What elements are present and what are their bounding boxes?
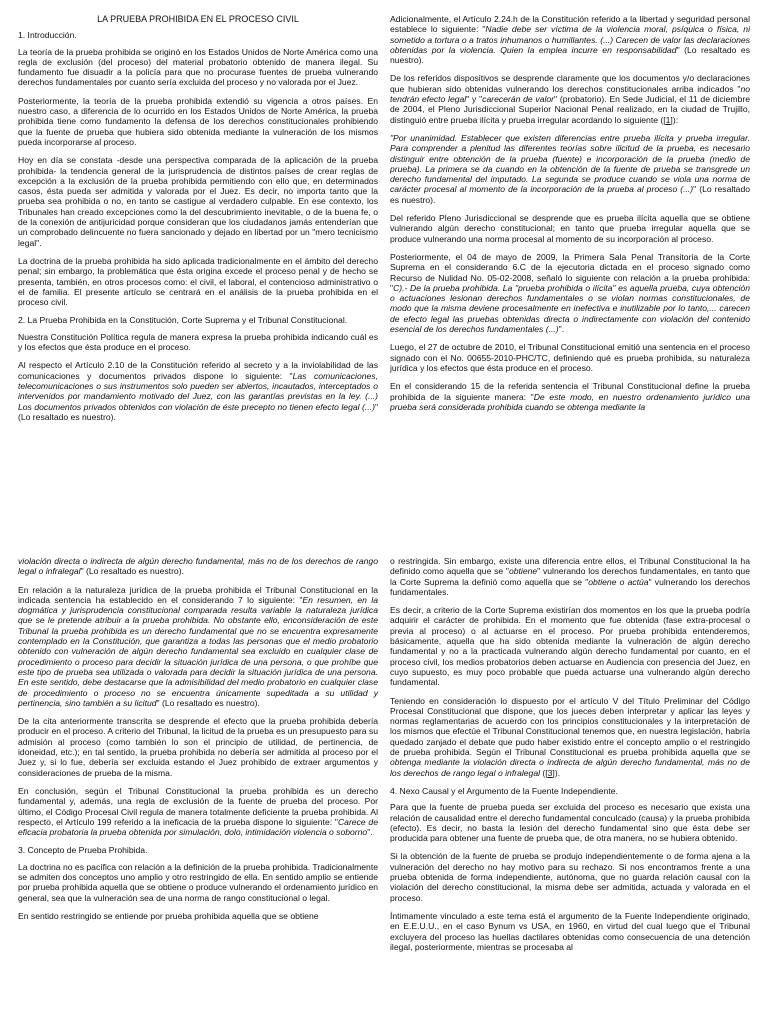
section-heading: 2. La Prueba Prohibida en la Constitución, Corte Suprema y el Tribunal Constitucional. — [18, 315, 348, 326]
text-run: De los referidos dispositivos se desprende claramente que los documentos y/o declaraciones que hubieran sido obtenidas vulnerando los derechos constitucionales arriba indicados " — [390, 73, 750, 94]
paragraph — [18, 155, 378, 248]
text-run: " vulnerando los derechos fundamentales. — [390, 576, 750, 597]
paragraph — [18, 332, 378, 353]
text-run: " (Lo resaltado es nuestro). — [390, 44, 750, 66]
text-run: obtiene — [508, 566, 538, 577]
text-run: Adicionalmente, el Artículo 2.24.h de la Constitución referido a la libertad y seguridad personal establece lo siguiente: " — [390, 14, 750, 35]
text-run: o restringida. Sin embargo, existe una diferencia entre ellos, el Tribunal Constitucional la ha definido como aquella que se " — [390, 556, 750, 577]
page-top-right-column — [390, 14, 750, 420]
text-run: " (Lo resaltado es nuestro). — [80, 566, 184, 577]
text-run: obtiene o actúa — [588, 576, 649, 587]
text-run: no tendrán efecto legal — [390, 83, 750, 105]
text-run: ). — [554, 767, 561, 778]
text-run: carecerán de valor — [482, 94, 555, 105]
text-run: Es decir, a criterio de la Corte Suprema existirían dos momentos en los que la prueba podría adquirir el carácter de prohibida. En el momento que fue obtenida (fase extra-procesal o previa al proceso) o al actuarse en el proceso. Por prueba prohibida entenderemos, básicamente, aquella que ha sido obtenida mediante la vulneración de algún derecho fundamental y no a la practicada vulnerando algún derecho fundamental por cuanto, en el proceso civil, los medios probatorios deben actuarse en Audiencia con presencia del Juez, en cuyo supuesto, es muy poco probable que pueda actuarse una vulnerando algún derecho fundamental. — [390, 605, 750, 688]
text-run: " y " — [466, 94, 483, 105]
paragraph — [390, 342, 750, 373]
paragraph — [18, 556, 378, 577]
footnote-link[interactable]: [3] — [545, 767, 555, 778]
paragraph — [390, 73, 750, 124]
paragraph — [390, 213, 750, 244]
text-run: ( — [540, 767, 546, 778]
paragraph — [390, 133, 750, 205]
paragraph — [390, 802, 750, 843]
text-run: En resumen, en la dogmática y jurisprudencia constitucional comparada resulta variable la naturaleza jurídica que se le pretende atribuir a la prueba prohibida. No obstante ello, enconsideración de este Tribunal la prueba prohibida es un derecho fundamental que no se encuentra expresamente contemplado en la Constitución, que garantiza a todas las personas que el medio probatorio obtenido con vulneración de algún derecho fundamental sea excluido en cualquier clase de procedimiento o proceso para decidir la situación jurídica de una persona, o que prohíbe que este tipo de prueba sea utilizada o valorada para decidir la situación jurídica de una persona. En este sentido, debe destacarse que la admisibilidad del medio probatorio en cualquier clase de procedimiento o proceso no se encuentra únicamente supeditada a su utilidad y pertinencia, sino también a su licitud — [18, 594, 378, 708]
text-run: " (Lo resaltado es nuestro). — [390, 184, 750, 205]
paragraph — [390, 605, 750, 687]
text-run: La doctrina de la prueba prohibida ha sido aplicada tradicionalmente en el ámbito del derecho penal; sin embargo, la problemática que ésta origina excede el proceso penal y de hecho se presenta, también, en otros procesos como: el civil, el laboral, el contencioso administrativo o el de familia. El presente artículo se centrará en el análisis de la prueba prohibida en el proceso civil. — [18, 255, 378, 308]
text-run: En relación a la naturaleza jurídica de la prueba prohibida el Tribunal Constitucional en la indicada sentencia ha establecido en el considerando 7 lo siguiente: " — [18, 584, 378, 605]
text-run: "Por unanimidad. Establecer que existen diferencias entre prueba ilícita y prueba irregular. Para comprender a plenitud las diferentes teorías sobre ilicitud de la prueba, es necesario distinguir entre obtención de la prueba (fuente) e incorporación de la prueba (medio de prueba). La primera se da cuando en la obtención de la fuente de prueba se transgrede un derecho fundamental del imputado. La segunda se produce cuando se viola una norma de carácter procesal al momento de la incorporación de la prueba al proceso (...) — [390, 132, 750, 195]
text-run: " (Lo resaltado es nuestro). — [156, 697, 260, 708]
paragraph — [390, 381, 750, 412]
paragraph — [18, 786, 378, 837]
text-run: Hoy en día se constata -desde una perspectiva comparada de la aplicación de la prueba prohibida- la tendencia general de la jurisprudencia de distintos países de crear reglas de excepción a la exclusión de la prueba prohibida permitiendo con ello que, en determinados casos, ésta pueda ser admitida y valorada por el Juez. Es decir, no importa tanto que la prueba sea prohibida o no, en tanto se castigue al verdadero culpable. En ese contexto, los Tribunales han creado excepciones como la del descubrimiento inevitable, o de la buena fe, o de la conexión de antijuricidad porque consideran que los ciudadanos jamás entenderían que un comprobado delincuente no fuera sancionado y dejado en libertad por un "mero tecnicismo legal". — [18, 155, 378, 248]
document-title: LA PRUEBA PROHIBIDA EN EL PROCESO CIVIL — [97, 14, 299, 24]
text-run: " (probatorio). En Sede Judicial, el 11 de diciembre de 2004, el Pleno Jurisdiccional Superior Nacional Penal realizado, en la ciudad de Trujillo, distinguió entre prueba ilícita y prueba irregular acordando lo siguiente ( — [390, 94, 750, 125]
section-heading: 3. Concepto de Prueba Prohibida. — [18, 845, 148, 856]
text-run: " (Lo resaltado es nuestro). — [18, 401, 378, 422]
paragraph — [18, 862, 378, 903]
paragraph — [18, 96, 378, 147]
page-top-left-column — [18, 14, 378, 430]
text-run: C).- De la prueba prohibida. La "prueba prohibida o ilícita" es aquella prueba, cuya obtención o actuaciones lesionan derechos fundamentales o se violan normas constitucionales, de modo que la misma deviene procesalmente en inefectiva e inutilizable por lo tanto,... carecen de efecto legal las pruebas obtenidas directa o indirectamente con violación del contenido esencial de los derechos fundamentales (...) — [390, 282, 750, 335]
paragraph — [390, 696, 750, 778]
text-run: Carece de eficacia probatoria la prueba obtenida por simulación, dolo, intimidación violencia o soborno — [18, 816, 378, 838]
section-heading: 4. Nexo Causal y el Argumento de la Fuente Independiente. — [390, 785, 618, 796]
paragraph — [390, 14, 750, 65]
text-run: Íntimamente vinculado a este tema está el argumento de la Fuente Independiente originado, en E.E.U.U., en el caso Bynum vs USA, en 1960, en virtud del cual luego que el Tribunal excluyera del proceso las huellas dactilares obtenidas como consecuencia de una detención ilegal, posteriormente, mientras se procesaba al — [390, 910, 750, 952]
paragraph — [390, 911, 750, 952]
text-run: La teoría de la prueba prohibida se originó en los Estados Unidos de Norte América como una regla de exclusión (del proceso) del material probatorio obtenido de manera ilegal. Su fundamento fue disuadir a la policía para que no procurase fuentes de prueba vulnerando derechos fundamentales por cuanto sería excluida del proceso y no valorada por el Juez. — [18, 46, 378, 88]
text-run: En conclusión, según el Tribunal Constitucional la prueba prohibida es un derecho fundamental y, además, una regla de exclusión de la fuente de prueba del proceso. Por último, el Código Procesal Civil regula de manera totalmente deficiente la prueba prohibida. Al respecto, el Artículo 199 referido a la ineficacia de la prueba dispone lo siguiente: " — [18, 785, 378, 827]
page-bottom-left-column — [18, 556, 378, 929]
footnote-link[interactable]: [1] — [663, 114, 673, 125]
text-run: ): — [672, 114, 679, 125]
text-run: Para que la fuente de prueba pueda ser excluida del proceso es necesario que exista una relación de causalidad entre el derecho fundamental conculcado (causa) y la prueba prohibida (efecto). Es decir, no basta la lesión del derecho fundamental sino que ésta debe ser producida para obtener una fuente de prueba que, de otra manera, no se hubiera obtenido. — [390, 802, 750, 844]
text-run: Posteriormente, el 04 de mayo de 2009, la Primera Sala Penal Transitoria de la Corte Suprema en el considerando 6.C de la ejecutoria dictada en el proceso signado como Recurso de Nulidad No. 05-02-2008, señaló lo siguiente con relación a la prueba prohibida: " — [390, 251, 750, 293]
text-run: Nuestra Constitución Política regula de manera expresa la prueba prohibida indicando cuál es y los efectos que ésta produce en el proceso. — [18, 331, 378, 353]
paragraph — [18, 716, 378, 778]
text-run: Las comunicaciones, telecomunicaciones o sus instrumentos solo pueden ser abiertos, incautados, interceptados o intervenidos por mandamiento motivado del Juez, con las garantías previstas en la ley. (...) Los documentos privados obtenidos con violación de éste precepto no tienen efecto legal (...) — [18, 370, 378, 412]
section-heading: 1. Introducción. — [18, 30, 77, 41]
text-run: " vulnerando los derechos fundamentales, en tanto que la Corte Suprema la definió como aquella que se " — [390, 566, 750, 587]
paragraph — [390, 851, 750, 902]
text-run: Luego, el 27 de octubre de 2010, el Tribunal Constitucional emitió una sentencia en el proceso signado con el No. 00655-2010-PHC/TC, definiendo qué es prueba prohibida, su naturaleza jurídica y los efectos que ésta produce en el proceso. — [390, 342, 750, 373]
paragraph — [18, 47, 378, 88]
text-run: De la cita anteriormente transcrita se desprende el efecto que la prueba prohibida debería producir en el proceso. A criterio del Tribunal, la licitud de la prueba es un presupuesto para su admisión al proceso (como también lo son el principio de utilidad, de pertinencia, de idoneidad, etc.); en tal sentido, la prueba prohibida no debería ser admitida al proceso por el Juez y, si lo fue, debería ser excluida estando el Juez prohibido de extraer argumentos y consideraciones de prueba de la misma. — [18, 716, 378, 778]
text-run: Nadie debe ser víctima de la violencia moral, psíquica o física, ni sometido a tortura o a tratos inhumanos o humillantes. (...) Carecen de valor las declaraciones obtenidas por la violencia. Quien la emplea incurre en responsabilidad — [390, 24, 750, 55]
text-run: Teniendo en consideración lo dispuesto por el artículo V del Título Preliminar del Código Procesal Constitucional que dispone, que los jueces deben interpretar y aplicar las leyes y normas reglamentarias de acuerdo con los principios constitucionales y la interpretación de los mismos que efectúe el Tribunal Constitucional tenemos que, en nuestra legislación, habría quedado zanjado el debate que pudo haber existido entre el concepto amplio o el restringido de prueba prohibida. Según el Tribunal Constitucional es prueba prohibida aquella — [390, 695, 750, 758]
paragraph — [18, 911, 378, 921]
text-run: violación directa o indirecta de algún derecho fundamental, más no de los derechos de rango legal o infralegal — [18, 556, 378, 577]
text-run: De este modo, en nuestro ordenamiento jurídico una prueba será considerada prohibida cuando se obtenga mediante la — [390, 391, 750, 412]
paragraph — [18, 360, 378, 422]
paragraph — [18, 256, 378, 307]
text-run: ". — [558, 324, 565, 335]
text-run: Si la obtención de la fuente de prueba se produjo independientemente o de forma ajena a la vulneración del derecho no hay motivo para su rechazo. Si nos encontramos frente a una prueba obtenida de forma independiente, autónoma, que no guarda relación causal con la violación del derecho constitucional, la misma debe ser admitida, actuada y valorada en el proceso. — [390, 851, 750, 903]
paragraph — [390, 556, 750, 597]
text-run: La doctrina no es pacífica con relación a la definición de la prueba prohibida. Tradicionalmente se admiten dos conceptos uno amplio y otro restringido de ella. En sentido amplio se entiende por prueba prohibida aquella que se obtiene o produce vulnerando el ordenamiento jurídico en general, sea que la vulneración sea de una norma de rango constitucional o legal. — [18, 861, 378, 903]
text-run: ". — [367, 827, 373, 838]
text-run: En el considerando 15 de la referida sentencia el Tribunal Constitucional define la prueba prohibida de la siguiente manera: " — [390, 381, 750, 402]
text-run: Posteriormente, la teoría de la prueba prohibida extendió su vigencia a otros países. En nuestro caso, a diferencia de lo ocurrido en los Estados Unidos de Norte América, la prueba prohibida tiene como fundamento la defensa de los derechos constitucionales prohibiendo que la fuente de prueba que hubiera sido obtenida mediante la vulneración de los mismos pueda incorporarse al proceso. — [18, 95, 378, 147]
text-run: En sentido restringido se entiende por prueba prohibida aquella que se obtiene — [18, 910, 319, 921]
page-bottom — [0, 546, 768, 1024]
page-bottom-right-column — [390, 556, 750, 960]
page-gap — [0, 524, 768, 546]
paragraph — [390, 252, 750, 334]
text-run: que se obtenga mediante la violación directa o indirecta de algún derecho fundamental, más no de los derechos de rango legal o infralegal — [390, 747, 750, 778]
paragraph — [18, 585, 378, 709]
text-run: Del referido Pleno Jurisdiccional se desprende que es prueba ilícita aquella que se obtiene vulnerando algún derecho constitucional; en tanto que prueba irregular aquella que se produce vulnerando una norma procesal al momento de su incorporación al proceso. — [390, 213, 750, 244]
text-run: Al respecto el Artículo 2.10 de la Constitución referido al secreto y a la inviolabilidad de las comunicaciones y documentos privados dispone lo siguiente: " — [18, 360, 378, 381]
